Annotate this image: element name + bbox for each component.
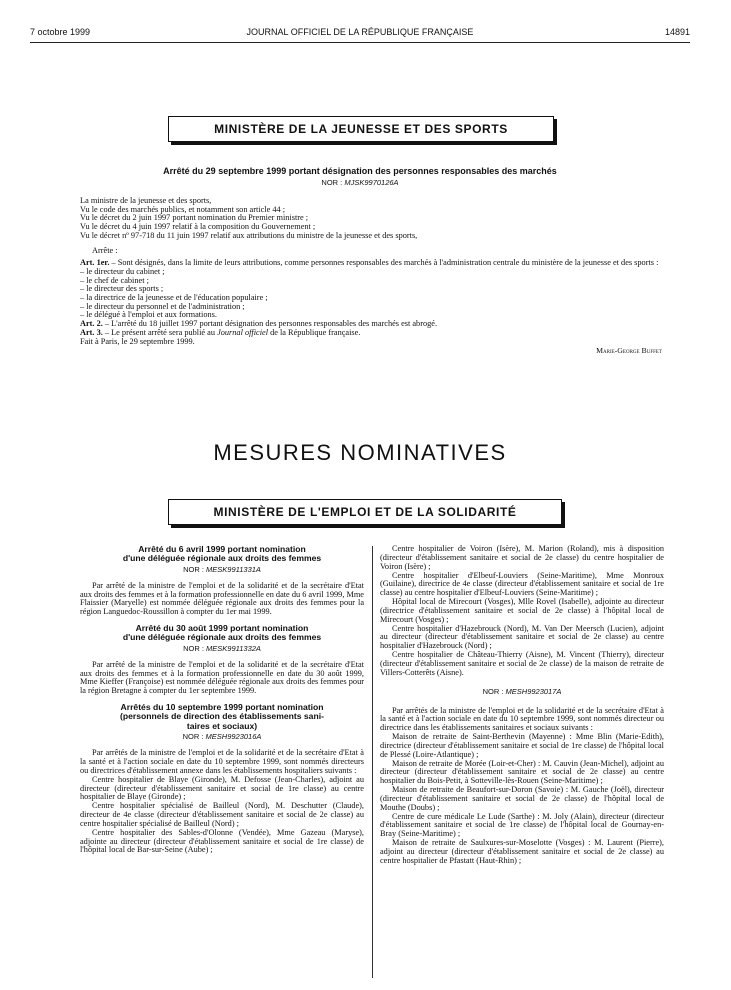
decree-c-title-1: Arrêtés du 10 septembre 1999 portant nomination xyxy=(120,702,324,713)
nomination-paragraph: Centre hospitalier de Château-Thierry (Aisne), M. Vincent (Thierry), directeur (directeur d'établissement sanitaire et social de 2e classe) de la maison de retraite de Villers-Cotterêts (Aisne). xyxy=(380,650,664,677)
article-3-label: Art. 3. xyxy=(80,327,103,337)
nor-label: NOR : xyxy=(183,564,204,574)
nor-label: NOR : xyxy=(482,686,504,696)
list-item: – le directeur du cabinet ; xyxy=(80,266,165,276)
decree-1-body xyxy=(80,197,687,356)
decree-1-title: Arrêté du 29 septembre 1999 portant désignation des personnes responsables des marchés xyxy=(163,166,557,176)
column-divider xyxy=(372,546,373,978)
nomination-paragraph: Centre hospitalier d'Hazebrouck (Nord), M. Van Der Meersch (Lucien), adjoint au directeur (directeur d'établissement sanitaire et social de 2e classe) au centre hospitalier d'Hazebrouck (Nord) ; xyxy=(380,623,664,651)
decree-b-title-2: d'une déléguée régionale aux droits des femmes xyxy=(122,632,322,643)
nomination-paragraph: Maison de retraite de Saint-Berthevin (Mayenne) : Mme Blin (Marie-Edith), directrice (directeur d'établissement sanitaire et social de 1re classe) de l'hôpital local de Plessé (Loire-Atlantique) ; xyxy=(380,732,664,759)
nor-code: MESH9923017A xyxy=(505,686,562,696)
left-column xyxy=(80,545,364,855)
decree-c-nor xyxy=(80,733,364,742)
nomination-paragraph: Maison de retraite de Morée (Loir-et-Cher) : M. Cauvin (Jean-Michel), adjoint au directeur (directeur d'établissement sanitaire et social de 2e classe) au centre hospitalier du Bois-Petit, à Sotteville-lès-Rouen (Seine-Maritime) ; xyxy=(380,758,664,786)
preamble-line: Vu le décret nº 97-718 du 11 juin 1997 relatif aux attributions du ministre de la jeunesse et des sports, xyxy=(80,230,418,240)
nor-code: MESK9911331A xyxy=(206,564,261,574)
decree-b-body: Par arrêté de la ministre de l'emploi et de la solidarité et de la secrétaire d'Etat aux droits des femmes et à la formation professionnelle en date du 30 août 1999, Mme Kieffer (Françoise) est nommée déléguée régionale aux droits des femmes pour la région Bretagne à compter du 1er septembre 1999. xyxy=(80,659,364,696)
signature: Marie-George Buffet xyxy=(596,346,662,356)
nor-code: MESH9923016A xyxy=(205,732,262,742)
nor-label: NOR : xyxy=(183,643,204,653)
header-rule xyxy=(30,42,690,43)
decree-c-paragraph: Centre hospitalier de Blaye (Gironde), M. Defosse (Jean-Charles), adjoint au directeur (directeur d'établissement sanitaire et social de 1re classe) au centre hospitalier de Blaye (Gironde) ; xyxy=(80,774,364,802)
page-header xyxy=(30,27,690,41)
article-3-text-end: de la République française. xyxy=(268,327,361,337)
decree-b-nor xyxy=(80,645,364,654)
decree-a-title-1: Arrêté du 6 avril 1999 portant nomination xyxy=(138,544,306,554)
preamble-line: Vu le décret du 2 juin 1997 portant nomination du Premier ministre ; xyxy=(80,213,309,223)
article-1 xyxy=(80,259,687,268)
article-1-text: – Sont désignés, dans la limite de leurs attributions, comme personnes responsables des marchés à l'administration centrale du ministère de la jeunesse et des sports : xyxy=(109,258,659,268)
list-item: – le directeur des sports ; xyxy=(80,284,164,294)
ministry-box-emploi: MINISTÈRE DE L'EMPLOI ET DE LA SOLIDARITÉ xyxy=(168,499,562,525)
header-date: 7 octobre 1999 xyxy=(30,27,91,37)
nomination-paragraph: Centre hospitalier de Voiron (Isère), M. Marion (Roland), mis à disposition (directeur d'établissement sanitaire et social de 2e classe) du centre hospitalier de Voiron (Isère) ; xyxy=(380,544,664,571)
done-at: Fait à Paris, le 29 septembre 1999. xyxy=(80,336,195,346)
section-title: MESURES NOMINATIVES xyxy=(213,440,507,465)
nor-label: NOR : xyxy=(321,178,343,187)
decree-c-paragraph: Centre hospitalier spécialisé de Bailleul (Nord), M. Deschutter (Claude), directeur de 4e classe (directeur d'établissement sanitaire et social de 2e classe) au centre hospitalier spécialisé de Bailleul (Nord) ; xyxy=(80,801,364,828)
decree-c-paragraph: Centre hospitalier des Sables-d'Olonne (Vendée), Mme Gazeau (Maryse), adjointe au directeur (directeur d'établissement sanitaire et social de 1re classe) de l'hôpital local de Bar-sur-Seine (Aube) ; xyxy=(80,827,364,855)
header-page-number: 14891 xyxy=(664,27,690,37)
list-item: – le chef de cabinet ; xyxy=(80,275,149,285)
article-3-journal: Journal officiel xyxy=(217,327,269,337)
decree-c-paragraph: Par arrêtés de la ministre de l'emploi et de la solidarité et de la secrétaire d'Etat à la santé et à l'action sociale en date du 10 septembre 1999, sont nommés directeurs ou directrices d'établissement annexe dans les établissements hospitaliers suivants : xyxy=(80,748,364,775)
preamble-line: La ministre de la jeunesse et des sports, xyxy=(80,196,212,205)
preamble-line: Vu le décret du 4 juin 1997 relatif à la composition du Gouvernement ; xyxy=(80,222,316,232)
decree-c-title-3: taires et sociaux) xyxy=(186,720,258,731)
nor-label: NOR : xyxy=(182,732,204,742)
nomination-paragraph: Centre de cure médicale Le Lude (Sarthe) : M. Joly (Alain), directeur (directeur d'établissement sanitaire et social de 1re classe) de l'hôpital local de Gournay-en-Bray (Seine-Maritime) ; xyxy=(380,811,664,839)
nomination-paragraph: Centre hospitalier d'Elbeuf-Louviers (Seine-Maritime), Mme Monroux (Guilaine), directrice de 4e classe (directeur d'établissement sanitaire et social de 1re classe) au centre hospitalier d'Elbeuf-Louviers (Seine-Maritime) ; xyxy=(380,570,664,598)
right-column xyxy=(380,545,664,866)
article-2-text: – L'arrêté du 18 juillet 1997 portant désignation des personnes responsables des marchés est abrogé. xyxy=(102,319,438,329)
decree-1-nor xyxy=(30,178,690,187)
decree-c-title-2: (personnels de direction des établissements sani- xyxy=(120,711,324,722)
list-item: – le directeur du personnel et de l'administration ; xyxy=(80,301,245,311)
nomination-paragraph: Par arrêtés de la ministre de l'emploi et de la solidarité et de la secrétaire d'Etat à la santé et à l'action sociale en date du 10 septembre 1999, sont nommés directeur ou directrice dans les établissements sanitaires et sociaux suivants : xyxy=(380,705,664,733)
list-item: – la directrice de la jeunesse et de l'éducation populaire ; xyxy=(80,293,268,303)
article-2-label: Art. 2. xyxy=(80,319,103,329)
list-item: – le délégué à l'emploi et aux formations. xyxy=(80,310,217,320)
header-journal-title: JOURNAL OFFICIEL DE LA RÉPUBLIQUE FRANÇAISE xyxy=(246,27,474,37)
nor-code: MJSK9970126A xyxy=(344,178,399,187)
decree-a-body: Par arrêté de la ministre de l'emploi et de la solidarité et de la secrétaire d'Etat aux droits des femmes et à la formation professionnelle en date du 6 avril 1999, Mme Flaissier (Maryelle) est nommée déléguée régionale aux droits des femmes pour la région Languedoc-Roussillon à compter du 1er mai 1999. xyxy=(80,580,364,617)
article-1-label: Art. 1er. xyxy=(80,258,110,268)
nor-code: MESK9911332A xyxy=(206,643,261,653)
ministry-box-jeunesse: MINISTÈRE DE LA JEUNESSE ET DES SPORTS xyxy=(168,116,554,142)
decree-d-nor xyxy=(380,688,664,697)
article-3-text: – Le présent arrêté sera publié au xyxy=(102,327,218,337)
nomination-paragraph: Maison de retraite de Saulxures-sur-Moselotte (Vosges) : M. Laurent (Pierre), adjoint au directeur (directeur d'établissement sanitaire et social de 2e classe) au centre hospitalier de Pfastatt (Haut-Rhin) ; xyxy=(380,838,664,865)
arrete-line: Arrête : xyxy=(92,245,118,255)
decree-b-title-1: Arrêté du 30 août 1999 portant nomination xyxy=(135,623,309,634)
preamble-line: Vu le code des marchés publics, et notamment son article 44 ; xyxy=(80,204,286,214)
nomination-paragraph: Hôpital local de Mirecourt (Vosges), Mlle Rovel (Isabelle), adjointe au directeur (directrice d'établissement sanitaire et social de 2e classe) à l'hôpital local de Mirecourt (Vosges) ; xyxy=(380,597,664,624)
decree-a-nor xyxy=(80,566,364,575)
decree-a-title-2: d'une déléguée régionale aux droits des femmes xyxy=(122,553,322,564)
nomination-paragraph: Maison de retraite de Beaufort-sur-Doron (Savoie) : M. Gauche (Joël), directeur (directeur d'établissement sanitaire et social de 2e classe) de l'hôpital local de Mouthe (Doubs) ; xyxy=(380,785,664,812)
